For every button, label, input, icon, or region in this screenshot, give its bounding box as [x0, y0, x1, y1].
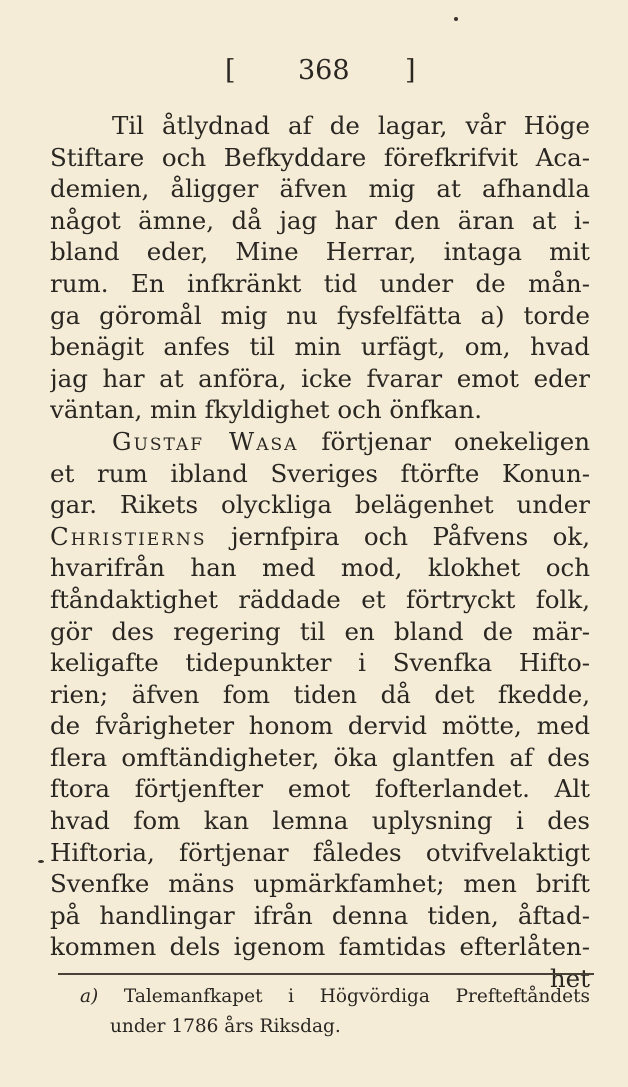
- text-line: ftåndaktighet räddade et förtryckt folk,: [50, 584, 590, 614]
- text-line: demien, åligger äfven mig at afhandla: [50, 174, 590, 204]
- ink-speck: [38, 860, 44, 863]
- text-line: bland eder, Mine Herrar, intaga mit: [50, 237, 590, 267]
- text-line: rien; äfven fom tiden då det fkedde,: [50, 679, 590, 709]
- text-line: et rum ibland Sveriges ftörfte Konun-: [50, 458, 590, 488]
- name-gustaf-wasa: Gustaf Wasa: [112, 426, 299, 456]
- text-line: jag har at anföra, icke fvarar emot eder: [50, 363, 590, 393]
- text-line: Svenfke mäns upmärkfamhet; men brift: [50, 869, 590, 899]
- text-line: benägit anfes til min urfägt, om, hvad: [50, 332, 590, 362]
- text-line: [50, 426, 590, 458]
- text-line: Hiftoria, förtjenar fåledes otvifvelaktigt: [50, 837, 590, 867]
- text-fragment: jernfpira och Påfvens ok,: [230, 521, 590, 551]
- name-christierns: Christierns: [50, 521, 207, 551]
- text-line: på handlingar ifrån denna tiden, åftad-: [50, 900, 590, 930]
- text-line: något ämne, då jag har den äran at i-: [50, 205, 590, 235]
- footnote-marker: a): [80, 986, 99, 1007]
- ink-speck: [454, 17, 458, 21]
- bracket-right: ]: [405, 55, 418, 86]
- footnote-line: under 1786 års Riksdag.: [110, 1016, 341, 1037]
- text-line: hvarifrån han med mod, klokhet och: [50, 553, 590, 583]
- catchword: het: [549, 964, 590, 994]
- text-line: ftora förtjenfter emot fofterlandet. Alt: [50, 774, 590, 804]
- text-fragment: förtjenar onekeligen: [321, 426, 590, 456]
- text-line: rum. En infkränkt tid under de mån-: [50, 268, 590, 298]
- text-line: flera omftändigheter, öka glantfen af des: [50, 742, 590, 772]
- text-line: gör des regering til en bland de mär-: [50, 616, 590, 646]
- text-line: keligafte tidepunkter i Svenfka Hifto-: [50, 648, 590, 678]
- footnote-line: [80, 982, 590, 1012]
- text-line: [50, 521, 590, 553]
- footnote: [80, 982, 590, 1042]
- text-line: Til åtlydnad af de lagar, vår Höge: [112, 111, 590, 140]
- text-line: ga göromål mig nu fysfelfätta a) torde: [50, 300, 590, 330]
- text-line: hvad fom kan lemna uplysning i des: [50, 806, 590, 836]
- main-text: [50, 110, 590, 995]
- text-line: kommen dels igenom famtidas efterlåten-: [50, 932, 590, 962]
- page-number: 368: [298, 55, 350, 86]
- text-line: Stiftare och Befkyddare förefkrifvit Aca-: [50, 142, 590, 172]
- bracket-left: [: [225, 55, 238, 86]
- footnote-text: Talemanfkapet i Högvördiga Prefteftåndets: [123, 986, 590, 1007]
- text-line: gar. Rikets olyckliga belägenhet under: [50, 490, 590, 520]
- page-header: [225, 55, 425, 95]
- text-line: väntan, min fkyldighet och önfkan.: [50, 395, 483, 425]
- footnote-rule: [58, 973, 594, 975]
- text-line: de fvårigheter honom dervid mötte, med: [50, 711, 590, 741]
